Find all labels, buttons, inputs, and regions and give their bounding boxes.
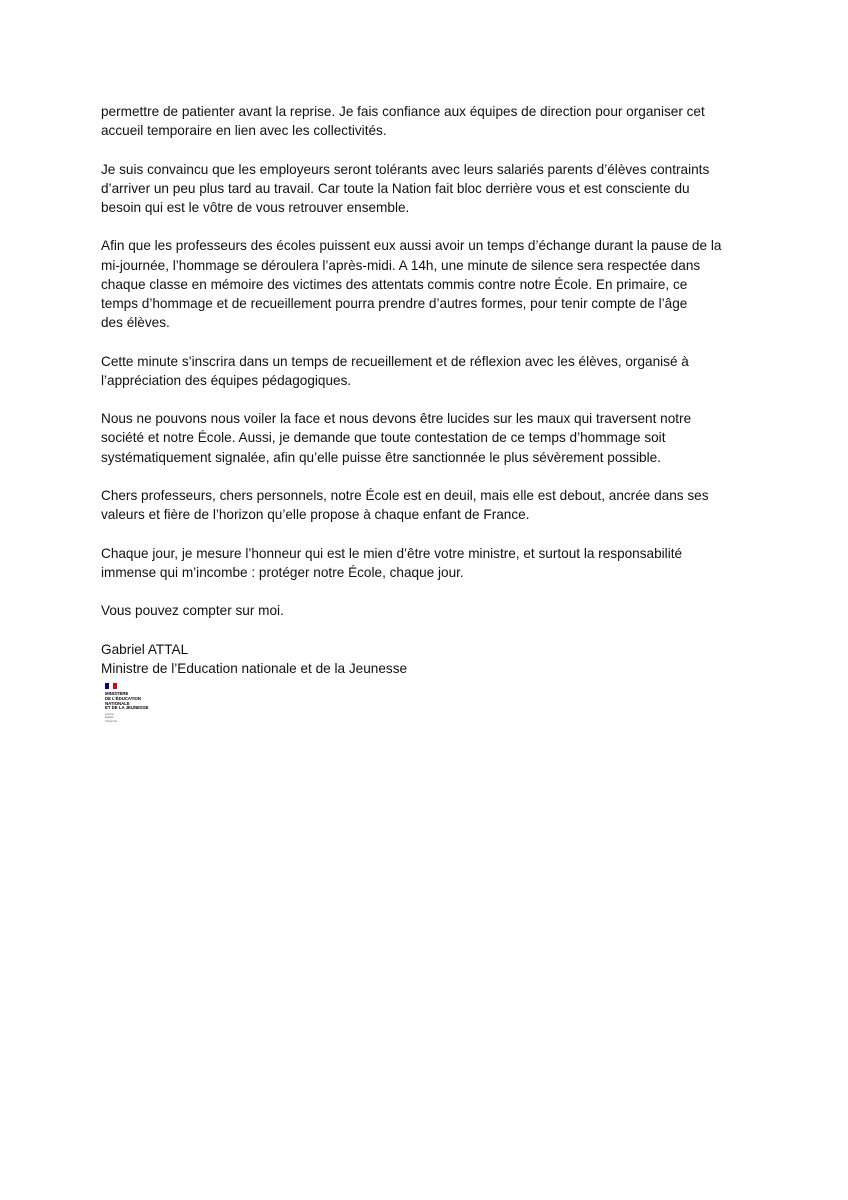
signatory-title: Ministre de l’Education nationale et de la Jeunesse (101, 660, 408, 676)
paragraph-line: valeurs et fière de l’horizon qu’elle propose à chaque enfant de France. (101, 507, 530, 523)
paragraph-line: des élèves. (101, 315, 170, 331)
paragraph-line: Chers professeurs, chers personnels, notre École est en deuil, mais elle est debout, ancrée dans ses (101, 487, 709, 503)
paragraph-line: besoin qui est le vôtre de vous retrouver ensemble. (101, 200, 410, 215)
letter-body (101, 102, 761, 727)
paragraph-line: l’appréciation des équipes pédagogiques. (101, 372, 352, 388)
paragraph (101, 160, 761, 218)
paragraph-line: temps d’hommage et de recueillement pourra prendre d’autres formes, pour tenir compte de l’âge (101, 296, 688, 311)
logo-ministry-name: MINISTÈRE DE L’ÉDUCATION NATIONALE ET DE LA JEUNESSE (105, 690, 149, 711)
paragraph-line: d’arriver un peu plus tard au travail. Car toute la Nation fait bloc derrière vous et est consciente du (101, 180, 690, 196)
paragraph-line: mi-journée, l’hommage se déroulera l’après-midi. A 14h, une minute de silence sera respectée dans (101, 257, 701, 273)
paragraph-line: systématiquement signalée, afin qu’elle puisse être sanctionnée le plus sévèrement possible. (101, 449, 661, 465)
paragraph (101, 544, 761, 582)
paragraph-line: Afin que les professeurs des écoles puissent eux aussi avoir un temps d’échange durant la pause de la (101, 238, 722, 254)
paragraph (101, 601, 761, 620)
paragraph-line: permettre de patienter avant la reprise. Je fais confiance aux équipes de direction pour organiser cet (101, 104, 705, 119)
paragraph-line: Chaque jour, je mesure l’honneur qui est le mien d’être votre ministre, et surtout la responsabilité (101, 545, 683, 561)
french-flag-icon (105, 683, 117, 689)
paragraph-line: accueil temporaire en lien avec les collectivités. (101, 123, 387, 139)
paragraph-line: Cette minute s’inscrira dans un temps de recueillement et de réflexion avec les élèves, organisé à (101, 353, 689, 369)
paragraph-line: Je suis convaincu que les employeurs seront tolérants avec leurs salariés parents d’élèves contraints (101, 161, 710, 177)
paragraphs (101, 102, 761, 620)
paragraph (101, 352, 761, 390)
paragraph (101, 409, 761, 467)
logo-motto: Liberté Égalité Fraternité (105, 711, 117, 723)
signature-block (101, 640, 761, 678)
paragraph-line: immense qui m’incombe : protéger notre École, chaque jour. (101, 564, 464, 580)
paragraph-line: Vous pouvez compter sur moi. (101, 603, 284, 619)
signatory-name: Gabriel ATTAL (101, 641, 189, 657)
paragraph (101, 102, 761, 140)
paragraph (101, 236, 761, 332)
paragraph-line: société et notre École. Aussi, je demande que toute contestation de ce temps d’hommage soit (101, 430, 666, 446)
paragraph-line: Nous ne pouvons nous voiler la face et nous devons être lucides sur les maux qui traversent notre (101, 411, 692, 427)
ministry-logo (101, 683, 171, 727)
paragraph-line: chaque classe en mémoire des victimes des attentats commis contre notre École. En primaire, ce (101, 276, 688, 292)
paragraph (101, 486, 761, 524)
